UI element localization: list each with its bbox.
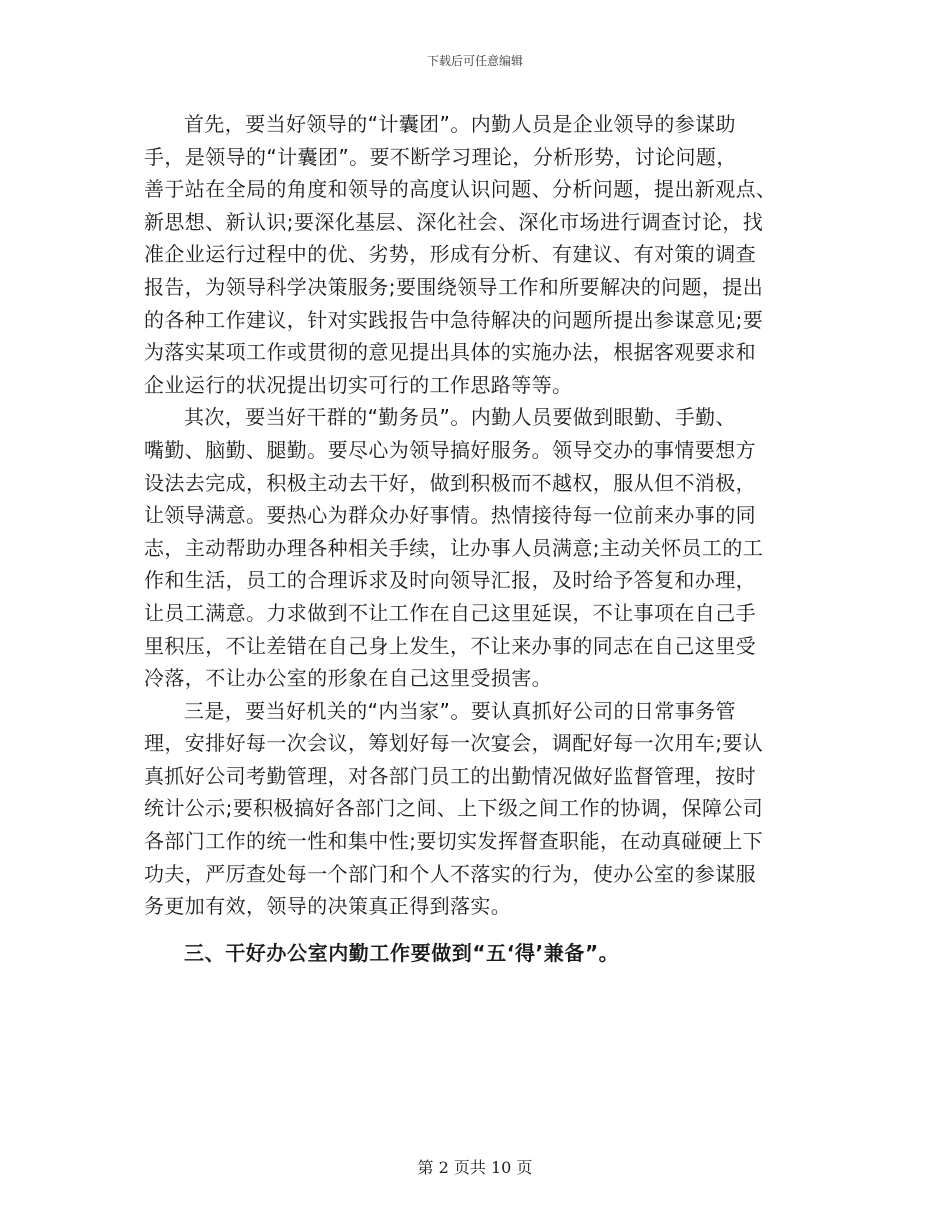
text-line: 手，是领导的“计囊团”。要不断学习理论，分析形势，讨论问题， [144, 144, 737, 169]
text-line: 统计公示;要积极搞好各部门之间、上下级之间工作的协调，保障公司 [144, 796, 764, 821]
text-line: 务更加有效，领导的决策真正得到落实。 [144, 894, 512, 919]
paragraph-1 [144, 108, 804, 401]
text-line: 首先，要当好领导的“计囊团”。内勤人员是企业领导的参谋助 [184, 112, 736, 136]
text-line: 里积压，不让差错在自己身上发生，不让来办事的同志在自己这里受 [144, 633, 756, 658]
text-line: 为落实某项工作或贯彻的意见提出具体的实施办法，根据客观要求和 [144, 340, 756, 365]
page-header: 下载后可任意编辑 [426, 54, 523, 68]
page-footer: 第 2 页共 10 页 [417, 1158, 533, 1177]
text-line: 真抓好公司考勤管理，对各部门员工的出勤情况做好监督管理，按时 [144, 763, 756, 788]
text-line: 让员工满意。力求做到不让工作在自己这里延误，不让事项在自己手 [144, 600, 756, 625]
text-line: 让领导满意。要热心为群众办好事情。热情接待每一位前来办事的同 [144, 503, 756, 528]
text-line: 三是，要当好机关的“内当家”。要认真抓好公司的日常事务管 [184, 698, 736, 723]
text-line: 嘴勤、脑勤、腿勤。要尽心为领导搞好服务。领导交办的事情要想方 [144, 437, 756, 462]
document-body [144, 108, 804, 969]
section-heading: 三、干好办公室内勤工作要做到“五‘得’兼备”。 [184, 940, 620, 965]
text-line: 冷落，不让办公室的形象在自己这里受损害。 [144, 666, 552, 691]
text-line: 各部门工作的统一性和集中性;要切实发挥督查职能，在动真碰硬上下 [144, 829, 764, 854]
text-line: 善于站在全局的角度和领导的高度认识问题、分析问题，提出新观点、 [144, 177, 777, 202]
text-line: 作和生活，员工的合理诉求及时向领导汇报，及时给予答复和办理， [144, 568, 756, 593]
text-line: 的各种工作建议，针对实践报告中急待解决的问题所提出参谋意见;要 [144, 307, 764, 332]
text-line: 志，主动帮助办理各种相关手续，让办事人员满意;主动关怀员工的工 [144, 535, 764, 560]
text-line: 其次，要当好干群的“勤务员”。内勤人员要做到眼勤、手勤、 [184, 405, 736, 430]
text-line: 准企业运行过程中的优、劣势，形成有分析、有建议、有对策的调查 [144, 242, 756, 267]
paragraph-2 [144, 401, 804, 694]
text-line: 企业运行的状况提出切实可行的工作思路等等。 [144, 372, 573, 397]
text-line: 设法去完成，积极主动去干好，做到积极而不越权，服从但不消极， [144, 470, 756, 495]
text-line: 报告，为领导科学决策服务;要围绕领导工作和所要解决的问题，提出 [144, 274, 764, 299]
text-line: 理，安排好每一次会议，筹划好每一次宴会，调配好每一次用车;要认 [144, 731, 764, 756]
text-line: 新思想、新认识;要深化基层、深化社会、深化市场进行调查讨论，找 [144, 209, 764, 234]
text-line: 功夫，严厉查处每一个部门和个人不落实的行为，使办公室的参谋服 [144, 861, 756, 886]
paragraph-3 [144, 695, 804, 923]
